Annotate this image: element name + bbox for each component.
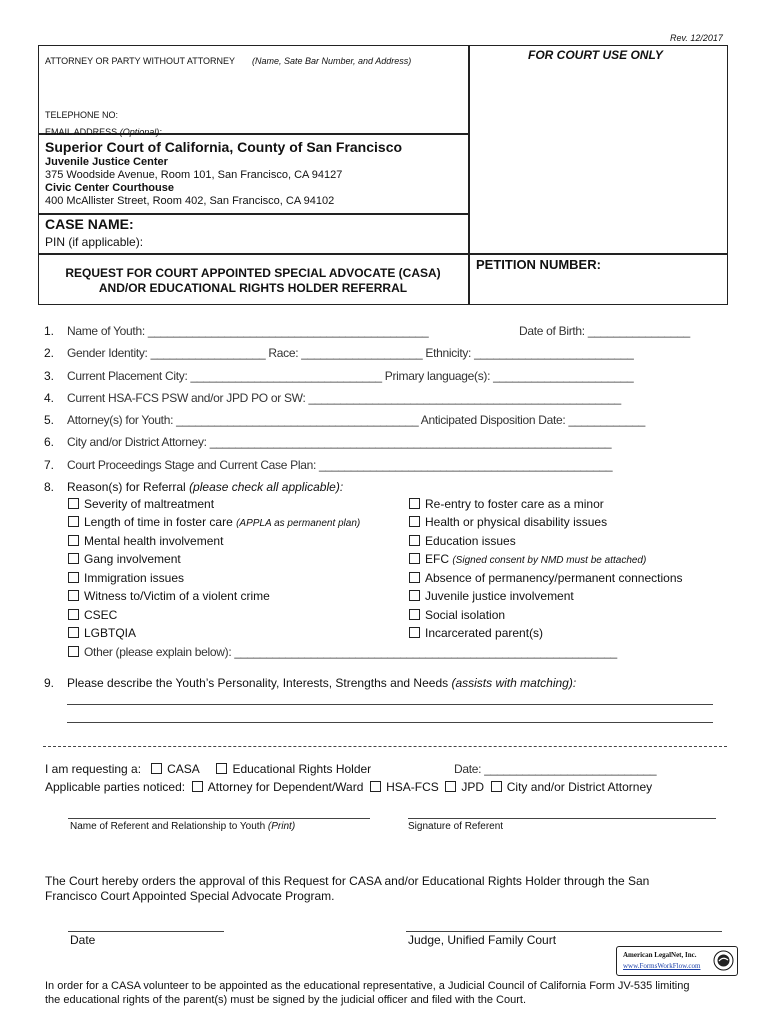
form-title-line2: AND/OR EDUCATIONAL RIGHTS HOLDER REFERRAL	[98, 281, 408, 295]
youth-name-field[interactable]: Name of Youth: ____________________________________________	[67, 324, 429, 338]
checkbox[interactable]	[68, 646, 79, 657]
order-date-line[interactable]	[68, 931, 224, 932]
parties-noticed-row: Applicable parties noticed: Attorney for Dependent/Ward HSA-FCS JPD City and/or District Attorney	[45, 780, 653, 794]
hsa-fcs-checkbox[interactable]	[370, 781, 381, 792]
checkbox[interactable]	[68, 572, 79, 583]
item-4-number: 4.	[44, 391, 55, 405]
email-label: EMAIL ADDRESS (Optional):	[45, 127, 162, 137]
erh-checkbox[interactable]	[216, 763, 227, 774]
form-title-line1: REQUEST FOR COURT APPOINTED SPECIAL ADVOCATE (CASA)	[65, 266, 441, 280]
city-da-checkbox[interactable]	[491, 781, 502, 792]
section-divider	[43, 746, 727, 747]
referent-signature-label: Signature of Referent	[408, 821, 504, 832]
referent-name-line[interactable]	[68, 818, 370, 819]
attorney-label: ATTORNEY OR PARTY WITHOUT ATTORNEY	[45, 56, 236, 66]
logo-url[interactable]: www.FormsWorkFlow.com	[623, 962, 701, 970]
checkbox[interactable]	[68, 553, 79, 564]
reason-checkbox[interactable]: Immigration issues	[68, 571, 184, 585]
referent-name-label: Name of Referent and Relationship to Youth (Print)	[70, 821, 296, 832]
court-use-label: FOR COURT USE ONLY	[528, 48, 663, 62]
logo-name: American LegalNet, Inc.	[623, 951, 697, 959]
referent-signature-line[interactable]	[408, 818, 716, 819]
reason-checkbox[interactable]: CSEC	[68, 608, 117, 622]
pin-label: PIN (if applicable):	[45, 235, 144, 249]
legalnet-seal-icon	[713, 950, 734, 971]
court-use-box	[468, 45, 728, 255]
item-8-number: 8.	[44, 480, 55, 494]
reason-checkbox[interactable]: Witness to/Victim of a violent crime	[68, 589, 270, 603]
checkbox[interactable]	[409, 516, 420, 527]
attorney-hint: (Name, Sate Bar Number, and Address)	[252, 56, 412, 66]
requesting-row: I am requesting a: CASA Educational Rights Holder	[45, 762, 372, 776]
item-1-number: 1.	[44, 324, 55, 338]
order-text-line1: The Court hereby orders the approval of this Request for CASA and/or Educational Rights Holder through the San	[45, 874, 650, 888]
item-6-number: 6.	[44, 435, 55, 449]
checkbox[interactable]	[68, 535, 79, 546]
checkbox[interactable]	[409, 553, 420, 564]
item-9-number: 9.	[44, 676, 55, 690]
reason-checkbox[interactable]: Severity of maltreatment	[68, 497, 214, 511]
reason-checkbox[interactable]: Health or physical disability issues	[409, 515, 607, 529]
gender-race-ethnicity-field[interactable]: Gender Identity: __________________ Race: ___________________ Ethnicity: _________________________	[67, 346, 634, 360]
order-text-line2: Francisco Court Appointed Special Advocate Program.	[45, 889, 335, 903]
judge-label: Judge, Unified Family Court	[408, 933, 557, 947]
reason-checkbox[interactable]: Re-entry to foster care as a minor	[409, 497, 604, 511]
placement-language-field[interactable]: Current Placement City: ______________________________ Primary language(s): ______________________	[67, 369, 634, 383]
request-date-field[interactable]: Date: ___________________________	[454, 762, 657, 776]
checkbox[interactable]	[409, 572, 420, 583]
court-name: Superior Court of California, County of San Francisco	[45, 139, 403, 155]
order-date-label: Date	[70, 933, 96, 947]
attorney-disposition-field[interactable]: Attorney(s) for Youth: ______________________________________ Anticipated Disposition Date: ____________	[67, 413, 645, 427]
checkbox[interactable]	[68, 627, 79, 638]
reason-checkbox[interactable]: Length of time in foster care (APPLA as permanent plan)	[68, 515, 360, 529]
reason-checkbox[interactable]: Social isolation	[409, 608, 505, 622]
reason-checkbox[interactable]: Gang involvement	[68, 552, 181, 566]
attorney-checkbox[interactable]	[192, 781, 203, 792]
petition-number-label: PETITION NUMBER:	[476, 257, 601, 272]
center2-address: 400 McAllister Street, Room 402, San Francisco, CA 94102	[45, 195, 335, 207]
date-of-birth-field[interactable]: Date of Birth: ________________	[519, 324, 690, 338]
reason-checkbox[interactable]: Incarcerated parent(s)	[409, 626, 543, 640]
checkbox[interactable]	[68, 609, 79, 620]
checkbox[interactable]	[68, 590, 79, 601]
american-legalnet-logo	[616, 946, 738, 976]
psw-po-field[interactable]: Current HSA-FCS PSW and/or JPD PO or SW: _________________________________________________	[67, 391, 621, 405]
item-3-number: 3.	[44, 369, 55, 383]
checkbox[interactable]	[409, 609, 420, 620]
checkbox[interactable]	[68, 516, 79, 527]
case-name-label: CASE NAME:	[45, 216, 134, 232]
reason-checkbox[interactable]: Education issues	[409, 534, 516, 548]
item-2-number: 2.	[44, 346, 55, 360]
footer-note-line2: the educational rights of the parent(s) must be signed by the judicial officer and filed with the Court.	[45, 994, 527, 1006]
center1-address: 375 Woodside Avenue, Room 101, San Francisco, CA 94127	[45, 169, 343, 181]
judge-signature-line[interactable]	[406, 931, 722, 932]
checkbox[interactable]	[409, 590, 420, 601]
checkbox[interactable]	[409, 498, 420, 509]
center2-name: Civic Center Courthouse	[45, 182, 174, 194]
item-7-number: 7.	[44, 458, 55, 472]
reasons-label: Reason(s) for Referral (please check all applicable):	[67, 480, 344, 494]
item-5-number: 5.	[44, 413, 55, 427]
reason-checkbox[interactable]: Absence of permanency/permanent connections	[409, 571, 683, 585]
checkbox[interactable]	[409, 535, 420, 546]
case-plan-field[interactable]: Court Proceedings Stage and Current Case Plan: ______________________________________________	[67, 458, 613, 472]
reason-checkbox[interactable]: Juvenile justice involvement	[409, 589, 574, 603]
describe-youth-label: Please describe the Youth’s Personality, Interests, Strengths and Needs (assists with matching):	[67, 676, 577, 690]
reason-checkbox[interactable]: EFC (Signed consent by NMD must be attached)	[409, 552, 646, 566]
describe-line[interactable]	[67, 704, 713, 705]
center1-name: Juvenile Justice Center	[45, 156, 168, 168]
jpd-checkbox[interactable]	[445, 781, 456, 792]
city-district-attorney-field[interactable]: City and/or District Attorney: _______________________________________________________________	[67, 435, 612, 449]
telephone-label: TELEPHONE NO:	[45, 110, 119, 120]
casa-checkbox[interactable]	[151, 763, 162, 774]
reason-checkbox[interactable]: Mental health involvement	[68, 534, 223, 548]
footer-note-line1: In order for a CASA volunteer to be appointed as the educational representative, a Judicial Council of California Form JV-535 limiting	[45, 980, 690, 992]
checkbox[interactable]	[409, 627, 420, 638]
describe-line[interactable]	[67, 722, 713, 723]
reason-checkbox[interactable]: LGBTQIA	[68, 626, 136, 640]
other-reason-field[interactable]: Other (please explain below): ____________________________________________________________	[68, 645, 617, 659]
checkbox[interactable]	[68, 498, 79, 509]
revision-date: Rev. 12/2017	[670, 33, 723, 43]
